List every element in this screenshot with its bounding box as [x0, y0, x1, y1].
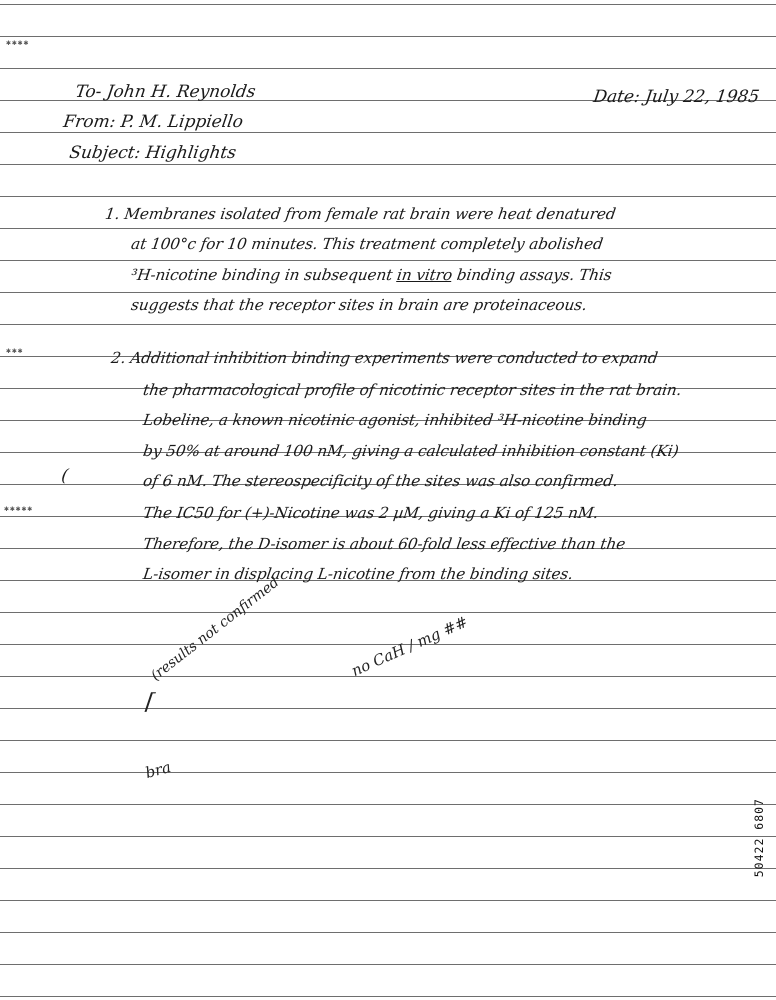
scan-speck: ✱✱✱ — [6, 346, 24, 355]
item2-line3: Lobeline, a known nicotinic agonist, inhibited ³H-nicotine binding — [142, 411, 648, 429]
memo-to: To- John H. Reynolds — [74, 82, 257, 102]
item1-line3-pre: ³H-nicotine binding in subsequent — [130, 266, 399, 284]
item1-line3-post: binding assays. This — [450, 266, 613, 284]
item1-line3 — [130, 266, 613, 284]
item2-line6: The IC50 for (+)-Nicotine was 2 µM, giving a Ki of 125 nM. — [142, 504, 600, 522]
item2-line8: L-isomer in displacing L-nicotine from the binding sites. — [142, 565, 575, 583]
item1-line2: at 100°c for 10 minutes. This treatment completely abolished — [130, 235, 605, 253]
scan-speck: ✱✱✱✱ — [6, 38, 30, 47]
item1-line3-underlined: in vitro — [395, 266, 454, 284]
item1-line4: suggests that the receptor sites in brain are proteinaceous. — [130, 296, 589, 314]
memo-subject: Subject: Highlights — [68, 143, 238, 163]
scribble-bracket: ⌈ — [144, 690, 157, 715]
memo-date: Date: July 22, 1985 — [592, 87, 761, 107]
margin-bracket-mark: ( — [60, 466, 70, 486]
scan-speck: ✱✱✱✱✱ — [4, 504, 34, 513]
item2-line4: by 50% at around 100 nM, giving a calculated inhibition constant (Ki) — [142, 442, 680, 460]
item2-line1: 2. Additional inhibition binding experiments were conducted to expand — [110, 349, 659, 367]
margin-note-mg: no CaH / mg ## — [348, 612, 471, 680]
margin-note-results: (results not confirmed — [148, 574, 283, 684]
item2-line5: of 6 nM. The stereospecificity of the sites was also confirmed. — [142, 472, 620, 490]
item2-line7: Therefore, the D-isomer is about 60-fold less effective than the — [142, 535, 627, 553]
item1-line1: 1. Membranes isolated from female rat brain were heat denatured — [104, 205, 617, 223]
margin-note-bra: bra — [143, 757, 173, 782]
memo-from: From: P. M. Lippiello — [62, 112, 245, 132]
document-number: 50422 6807 — [752, 798, 766, 878]
item2-line2: the pharmacological profile of nicotinic receptor sites in the rat brain. — [142, 381, 683, 399]
